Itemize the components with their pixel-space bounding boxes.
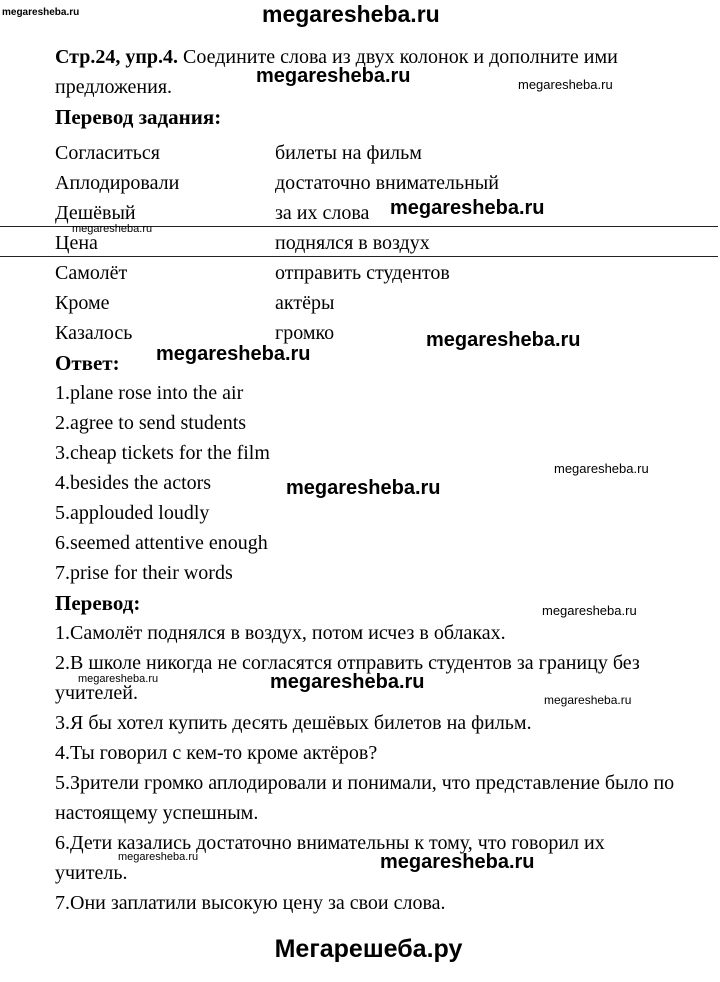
pair-left: Дешёвый — [55, 202, 136, 224]
section-heading-task-translation: Перевод задания: — [55, 105, 222, 129]
watermark: megaresheba.ru — [78, 673, 159, 685]
translation-item: 2.В школе никогда не согласятся отправить студентов за границу без учителей. — [55, 652, 640, 704]
answer-item: 4.besides the actors — [55, 472, 212, 494]
section-heading-translation: Перевод: — [55, 591, 141, 615]
translation-item: 6.Дети казались достаточно внимательны к тому, что говорил их учитель. — [55, 832, 605, 884]
watermark: megaresheba.ru — [156, 343, 311, 365]
watermark: megaresheba.ru — [286, 477, 441, 499]
pair-right: поднялся в воздух — [275, 232, 430, 254]
translation-item: 1.Самолёт поднялся в воздух, потом исчез в облаках. — [55, 622, 506, 644]
translation-item: 3.Я бы хотел купить десять дешёвых билетов на фильм. — [55, 712, 532, 734]
pair-left: Согласиться — [55, 142, 160, 164]
pair-left: Аплодировали — [55, 172, 180, 194]
watermark: megaresheba.ru — [118, 851, 199, 863]
answer-item: 3.cheap tickets for the film — [55, 442, 270, 464]
pair-right: за их слова — [275, 202, 370, 224]
translation-list — [55, 618, 682, 918]
pair-left: Самолёт — [55, 262, 128, 284]
word-pair-row — [55, 288, 682, 318]
word-pair-row — [55, 168, 682, 198]
watermark: megaresheba.ru — [72, 223, 153, 235]
watermark: megaresheba.ru — [518, 77, 613, 92]
word-pair-row — [55, 318, 682, 351]
answer-item: 6.seemed attentive enough — [55, 532, 268, 554]
watermark: megaresheba.ru — [426, 329, 581, 351]
footer-logo: Мегарешеба.ру — [274, 935, 463, 963]
pair-right: актёры — [275, 292, 335, 314]
translation-item: 7.Они заплатили высокую цену за свои слова. — [55, 892, 446, 914]
answer-item: 5.applouded loudly — [55, 502, 210, 524]
watermark: megaresheba.ru — [544, 693, 632, 707]
watermark: megaresheba.ru — [380, 851, 535, 873]
pair-right: билеты на фильм — [275, 142, 422, 164]
pair-right: достаточно внимательный — [275, 172, 499, 194]
watermark: megaresheba.ru — [2, 7, 80, 18]
answer-item: 1.plane rose into the air — [55, 382, 244, 404]
watermark: megaresheba.ru — [542, 603, 637, 618]
translation-item: 4.Ты говорил с кем-то кроме актёров? — [55, 742, 378, 764]
word-pairs-table — [55, 138, 682, 351]
watermark: megaresheba.ru — [554, 461, 649, 476]
watermark: megaresheba.ru — [390, 197, 545, 219]
word-pair-row — [55, 258, 682, 288]
pair-right: громко — [275, 322, 335, 344]
section-heading-answer: Ответ: — [55, 351, 120, 375]
pair-left: Казалось — [55, 322, 133, 344]
watermark: megaresheba.ru — [270, 671, 425, 693]
pair-right: отправить студентов — [275, 262, 450, 284]
pair-left: Цена — [55, 232, 98, 254]
task-reference: Стр.24, упр.4. — [55, 46, 179, 68]
watermark: megaresheba.ru — [256, 65, 411, 87]
pair-left: Кроме — [55, 292, 110, 314]
task-instruction: Соедините слова из двух колонок и дополните ими предложения. — [55, 46, 618, 98]
watermark: megaresheba.ru — [262, 1, 440, 27]
translation-item: 5.Зрители громко аплодировали и понимали, что представление было по настоящему успешным. — [55, 772, 675, 824]
word-pair-row — [55, 138, 682, 168]
answer-item: 2.agree to send students — [55, 412, 247, 434]
answer-item: 7.prise for their words — [55, 562, 233, 584]
